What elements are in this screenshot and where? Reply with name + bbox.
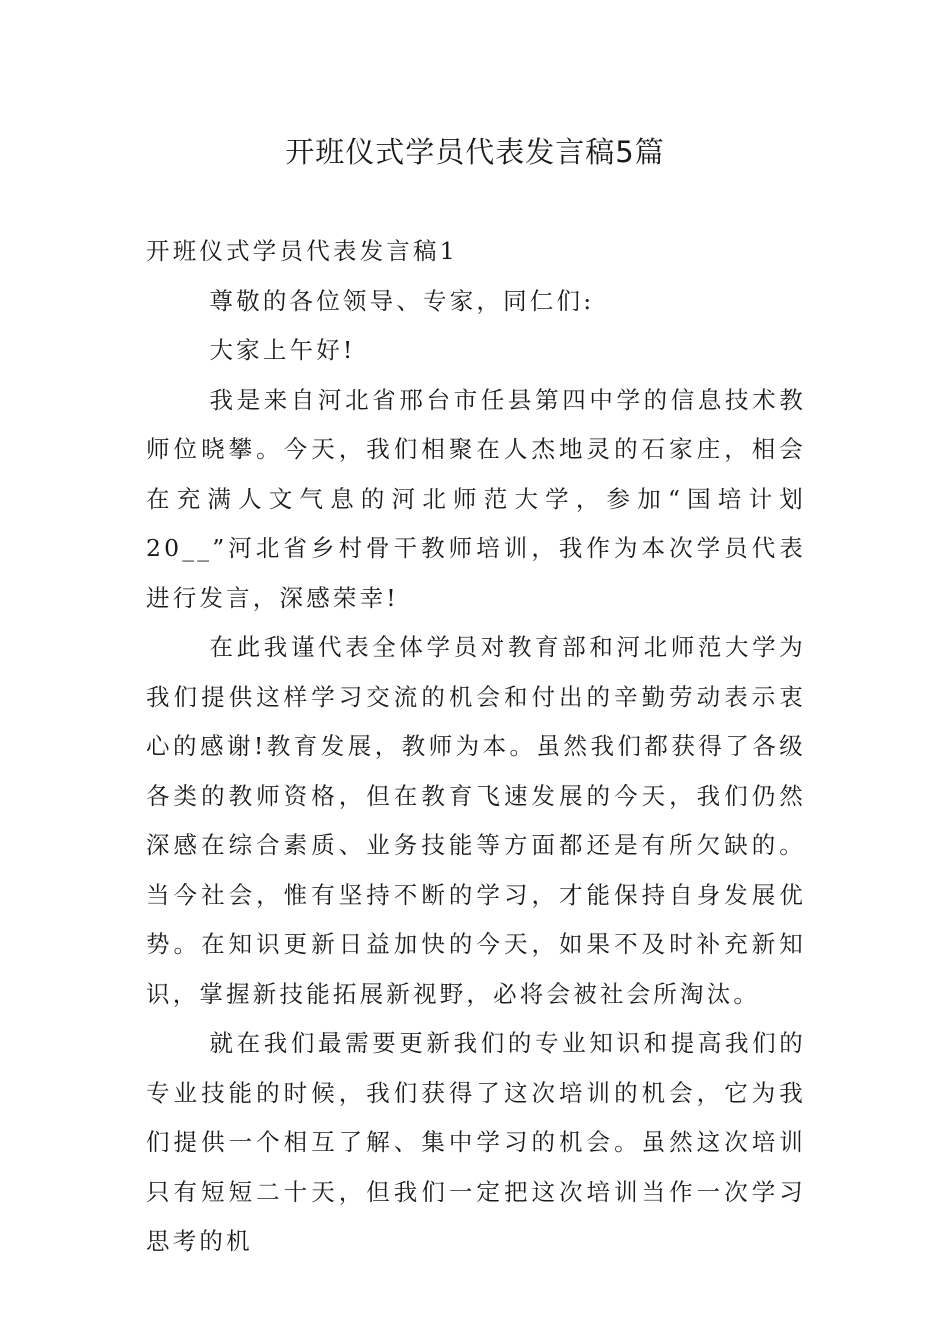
greeting-paragraph: 尊敬的各位领导、专家，同仁们:: [209, 286, 595, 315]
training-paragraph: 就在我们最需要更新我们的专业知识和提高我们的专业技能的时候，我们获得了这次培训的机会，它为我们提供一个相互了解、集中学习的机会。虽然这次培训只有短短二十天，但我们一定把这次培训当作一次学习思考的机: [146, 1029, 806, 1255]
salutation-paragraph: 大家上午好!: [209, 336, 356, 364]
thanks-paragraph: 在此我谨代表全体学员对教育部和河北师范大学为我们提供这样学习交流的机会和付出的辛勤劳动表示衷心的感谢!教育发展，教师为本。虽然我们都获得了各级各类的教师资格，但在教育飞速发展的今天，我们仍然深感在综合素质、业务技能等方面都还是有所欠缺的。当今社会，惟有坚持不断的学习，才能保持自身发展优势。在知识更新日益加快的今天，如果不及时补充新知识，掌握新技能拓展新视野，必将会被社会所淘汰。: [146, 633, 806, 1008]
section-heading: 开班仪式学员代表发言稿1: [146, 237, 458, 265]
document-body: [146, 227, 806, 1267]
intro-paragraph: 我是来自河北省邢台市任县第四中学的信息技术教师位晓攀。今天，我们相聚在人杰地灵的石家庄，相会在充满人文气息的河北师范大学，参加“国培计划20__”河北省乡村骨干教师培训，我作为本次学员代表进行发言，深感荣幸!: [146, 385, 806, 612]
document-title: 开班仪式学员代表发言稿5篇: [285, 135, 665, 169]
